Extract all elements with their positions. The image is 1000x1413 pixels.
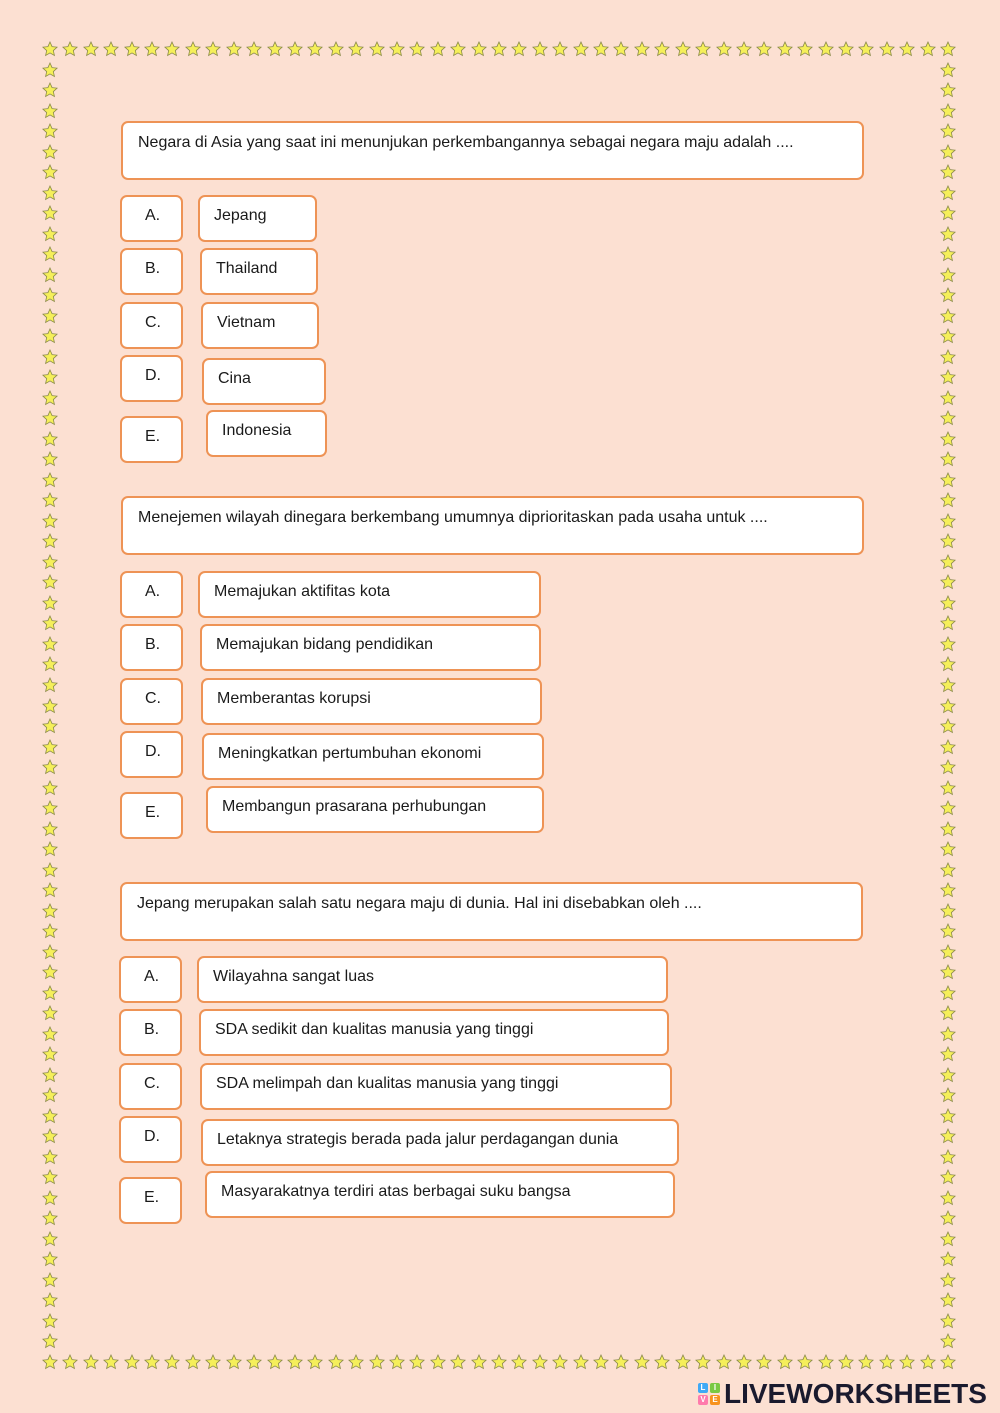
star-icon — [287, 1354, 303, 1370]
star-icon — [940, 472, 956, 488]
star-icon — [940, 739, 956, 755]
star-icon — [613, 41, 629, 57]
q1-option-c-text: Vietnam — [217, 314, 276, 331]
star-icon — [42, 1087, 58, 1103]
star-icon — [940, 1251, 956, 1267]
q2-option-c-letter: C. — [145, 690, 161, 707]
q3-option-c-letter: C. — [144, 1075, 160, 1092]
star-icon — [42, 226, 58, 242]
star-icon — [940, 1210, 956, 1226]
q1-option-c-letter: C. — [145, 314, 161, 331]
star-icon — [797, 41, 813, 57]
star-icon — [471, 41, 487, 57]
star-icon — [634, 1354, 650, 1370]
star-icon — [920, 41, 936, 57]
star-icon — [42, 1169, 58, 1185]
star-icon — [430, 1354, 446, 1370]
star-icon — [42, 123, 58, 139]
star-icon — [42, 677, 58, 693]
star-icon — [287, 41, 303, 57]
star-icon — [940, 821, 956, 837]
star-icon — [940, 1313, 956, 1329]
star-icon — [42, 923, 58, 939]
star-icon — [42, 1231, 58, 1247]
star-icon — [62, 41, 78, 57]
star-icon — [593, 1354, 609, 1370]
q1-option-d-letter: D. — [145, 367, 161, 384]
star-icon — [940, 1087, 956, 1103]
star-icon — [42, 103, 58, 119]
star-icon — [940, 944, 956, 960]
star-icon — [42, 1251, 58, 1267]
star-icon — [838, 41, 854, 57]
star-icon — [940, 1333, 956, 1349]
star-icon — [899, 41, 915, 57]
star-icon — [307, 1354, 323, 1370]
q1-option-a-text: Jepang — [214, 207, 267, 224]
star-icon — [532, 1354, 548, 1370]
star-icon — [940, 615, 956, 631]
star-icon — [940, 41, 956, 57]
star-icon — [940, 82, 956, 98]
star-icon — [42, 841, 58, 857]
q3-option-a-answer[interactable] — [197, 956, 668, 1003]
star-icon — [940, 759, 956, 775]
star-icon — [205, 1354, 221, 1370]
q3-option-b-letter: B. — [144, 1021, 160, 1038]
star-icon — [940, 698, 956, 714]
star-icon — [675, 1354, 691, 1370]
q3-option-b-answer[interactable] — [199, 1009, 669, 1056]
star-icon — [328, 1354, 344, 1370]
star-icon — [42, 513, 58, 529]
star-icon — [634, 41, 650, 57]
star-icon — [940, 1190, 956, 1206]
star-icon — [42, 739, 58, 755]
star-icon — [369, 1354, 385, 1370]
q3-option-c-text: SDA melimpah dan kualitas manusia yang tinggi — [216, 1075, 559, 1092]
star-icon — [818, 1354, 834, 1370]
q3-option-a-letter: A. — [144, 968, 160, 985]
star-icon — [42, 1149, 58, 1165]
logo-mark-i: I — [710, 1383, 720, 1393]
star-icon — [940, 410, 956, 426]
star-icon — [307, 41, 323, 57]
star-icon — [42, 821, 58, 837]
star-icon — [613, 1354, 629, 1370]
logo-mark-l: L — [698, 1383, 708, 1393]
star-icon — [62, 1354, 78, 1370]
star-icon — [940, 677, 956, 693]
star-icon — [42, 62, 58, 78]
star-icon — [450, 41, 466, 57]
star-icon — [42, 1210, 58, 1226]
q2-option-b-answer[interactable] — [200, 624, 541, 671]
star-icon — [940, 62, 956, 78]
question-2-box — [121, 496, 864, 555]
star-icon — [389, 1354, 405, 1370]
star-icon — [42, 144, 58, 160]
star-icon — [103, 41, 119, 57]
q1-option-e-text: Indonesia — [222, 422, 292, 439]
star-icon — [940, 595, 956, 611]
star-icon — [940, 985, 956, 1001]
star-icon — [756, 41, 772, 57]
star-icon — [940, 226, 956, 242]
star-icon — [42, 164, 58, 180]
star-icon — [940, 841, 956, 857]
star-icon — [940, 205, 956, 221]
star-icon — [205, 41, 221, 57]
star-icon — [552, 41, 568, 57]
star-icon — [42, 308, 58, 324]
star-icon — [42, 574, 58, 590]
star-icon — [246, 1354, 262, 1370]
q3-option-d-answer[interactable] — [201, 1119, 679, 1166]
q1-option-e-letter: E. — [145, 428, 161, 445]
q2-option-c-label[interactable] — [120, 678, 183, 725]
liveworksheets-logo[interactable] — [698, 1378, 987, 1410]
star-icon — [940, 636, 956, 652]
star-icon — [409, 41, 425, 57]
q1-option-c-label[interactable] — [120, 302, 183, 349]
star-icon — [940, 103, 956, 119]
q3-option-b-text: SDA sedikit dan kualitas manusia yang tinggi — [215, 1021, 534, 1038]
star-icon — [940, 123, 956, 139]
star-icon — [756, 1354, 772, 1370]
star-icon — [573, 41, 589, 57]
star-icon — [42, 287, 58, 303]
star-icon — [42, 1313, 58, 1329]
star-icon — [42, 554, 58, 570]
star-icon — [940, 964, 956, 980]
star-icon — [42, 369, 58, 385]
star-icon — [389, 41, 405, 57]
logo-mark-e: E — [710, 1395, 720, 1405]
star-icon — [42, 615, 58, 631]
logo-text: LIVEWORKSHEETS — [724, 1378, 987, 1409]
star-icon — [940, 513, 956, 529]
star-icon — [940, 328, 956, 344]
star-icon — [42, 349, 58, 365]
star-icon — [42, 1292, 58, 1308]
q2-option-c-text: Memberantas korupsi — [217, 690, 371, 707]
star-icon — [430, 41, 446, 57]
star-icon — [83, 41, 99, 57]
q2-option-d-text: Meningkatkan pertumbuhan ekonomi — [218, 745, 482, 762]
star-icon — [42, 267, 58, 283]
star-icon — [42, 780, 58, 796]
star-icon — [369, 41, 385, 57]
star-icon — [42, 944, 58, 960]
star-icon — [491, 41, 507, 57]
star-icon — [940, 1005, 956, 1021]
star-icon — [940, 862, 956, 878]
star-icon — [42, 410, 58, 426]
star-icon — [42, 205, 58, 221]
star-icon — [267, 1354, 283, 1370]
q1-option-c-answer[interactable] — [201, 302, 319, 349]
q1-option-d-label[interactable] — [120, 355, 183, 402]
star-icon — [42, 1128, 58, 1144]
star-icon — [940, 1108, 956, 1124]
star-icon — [471, 1354, 487, 1370]
star-icon — [940, 144, 956, 160]
star-icon — [42, 533, 58, 549]
q3-option-a-text: Wilayahna sangat luas — [213, 968, 374, 985]
star-icon — [940, 923, 956, 939]
star-icon — [511, 1354, 527, 1370]
star-icon — [144, 41, 160, 57]
star-icon — [573, 1354, 589, 1370]
star-icon — [920, 1354, 936, 1370]
star-icon — [164, 1354, 180, 1370]
q3-option-e-text: Masyarakatnya terdiri atas berbagai suku bangsa — [221, 1183, 571, 1200]
q3-option-c-answer[interactable] — [200, 1063, 672, 1110]
q2-option-b-letter: B. — [145, 636, 161, 653]
q2-option-b-label[interactable] — [120, 624, 183, 671]
star-icon — [42, 718, 58, 734]
star-icon — [42, 431, 58, 447]
q2-option-c-answer[interactable] — [201, 678, 542, 725]
star-icon — [858, 41, 874, 57]
star-icon — [185, 41, 201, 57]
star-icon — [42, 328, 58, 344]
star-icon — [42, 390, 58, 406]
star-icon — [940, 1231, 956, 1247]
star-icon — [675, 41, 691, 57]
star-icon — [450, 1354, 466, 1370]
star-icon — [267, 41, 283, 57]
q1-option-d-answer[interactable] — [202, 358, 326, 405]
star-icon — [858, 1354, 874, 1370]
star-icon — [42, 1046, 58, 1062]
star-icon — [42, 903, 58, 919]
star-icon — [940, 246, 956, 262]
star-icon — [940, 164, 956, 180]
q2-option-e-text: Membangun prasarana perhubungan — [222, 798, 487, 815]
star-icon — [940, 1354, 956, 1370]
star-icon — [940, 718, 956, 734]
star-icon — [940, 533, 956, 549]
q3-option-b-label[interactable] — [119, 1009, 182, 1056]
star-icon — [736, 1354, 752, 1370]
q3-option-c-label[interactable] — [119, 1063, 182, 1110]
star-icon — [940, 1292, 956, 1308]
star-icon — [42, 1354, 58, 1370]
q1-option-d-text: Cina — [218, 370, 251, 387]
star-icon — [940, 1272, 956, 1288]
star-icon — [42, 698, 58, 714]
q2-option-e-label[interactable] — [120, 792, 183, 839]
q1-option-b-text: Thailand — [216, 260, 278, 277]
star-icon — [124, 1354, 140, 1370]
q1-option-e-label[interactable] — [120, 416, 183, 463]
q2-option-a-answer[interactable] — [198, 571, 541, 618]
q3-option-d-text: Letaknya strategis berada pada jalur perdagangan dunia — [217, 1131, 619, 1148]
star-icon — [654, 1354, 670, 1370]
star-icon — [511, 41, 527, 57]
star-icon — [940, 308, 956, 324]
star-icon — [552, 1354, 568, 1370]
q3-option-d-letter: D. — [144, 1128, 160, 1145]
star-icon — [940, 574, 956, 590]
star-icon — [348, 41, 364, 57]
star-icon — [940, 1128, 956, 1144]
star-icon — [42, 862, 58, 878]
q2-option-d-label[interactable] — [120, 731, 183, 778]
q3-option-e-answer[interactable] — [205, 1171, 675, 1218]
star-icon — [940, 287, 956, 303]
liveworksheets-logo-icon — [698, 1383, 720, 1405]
star-icon — [940, 1067, 956, 1083]
star-icon — [246, 41, 262, 57]
star-icon — [797, 1354, 813, 1370]
star-icon — [42, 985, 58, 1001]
question-3-text: Jepang merupakan salah satu negara maju di dunia. Hal ini disebabkan oleh .... — [137, 895, 702, 912]
star-icon — [879, 41, 895, 57]
star-icon — [491, 1354, 507, 1370]
star-icon — [940, 185, 956, 201]
star-icon — [940, 800, 956, 816]
star-icon — [899, 1354, 915, 1370]
star-icon — [42, 759, 58, 775]
star-icon — [879, 1354, 895, 1370]
q2-option-a-letter: A. — [145, 583, 161, 600]
star-icon — [940, 431, 956, 447]
logo-mark-v: V — [698, 1395, 708, 1405]
question-1-text: Negara di Asia yang saat ini menunjukan perkembangannya sebagai negara maju adalah .... — [138, 134, 794, 151]
star-icon — [42, 636, 58, 652]
star-icon — [940, 1149, 956, 1165]
q2-option-a-text: Memajukan aktifitas kota — [214, 583, 391, 600]
star-icon — [838, 1354, 854, 1370]
star-icon — [777, 1354, 793, 1370]
star-icon — [940, 554, 956, 570]
q2-option-a-label[interactable] — [120, 571, 183, 618]
star-icon — [940, 492, 956, 508]
question-1-box — [121, 121, 864, 180]
star-icon — [940, 780, 956, 796]
question-2-text: Menejemen wilayah dinegara berkembang umumnya diprioritaskan pada usaha untuk .... — [138, 509, 768, 526]
q3-option-a-label[interactable] — [119, 956, 182, 1003]
star-icon — [42, 1190, 58, 1206]
q2-option-e-answer[interactable] — [206, 786, 544, 833]
star-icon — [940, 1026, 956, 1042]
q2-option-d-answer[interactable] — [202, 733, 544, 780]
star-icon — [532, 41, 548, 57]
star-icon — [42, 1108, 58, 1124]
q1-option-a-label[interactable] — [120, 195, 183, 242]
star-icon — [940, 656, 956, 672]
star-icon — [42, 451, 58, 467]
star-icon — [42, 1005, 58, 1021]
star-icon — [940, 882, 956, 898]
q1-option-a-answer[interactable] — [198, 195, 317, 242]
q1-option-a-letter: A. — [145, 207, 161, 224]
star-icon — [42, 1026, 58, 1042]
q3-option-e-letter: E. — [144, 1189, 160, 1206]
star-icon — [164, 41, 180, 57]
star-icon — [42, 82, 58, 98]
star-icon — [940, 903, 956, 919]
star-icon — [736, 41, 752, 57]
star-icon — [328, 41, 344, 57]
star-icon — [42, 472, 58, 488]
star-icon — [42, 1333, 58, 1349]
star-icon — [42, 41, 58, 57]
star-icon — [940, 267, 956, 283]
star-icon — [42, 595, 58, 611]
star-icon — [103, 1354, 119, 1370]
star-icon — [348, 1354, 364, 1370]
star-icon — [42, 800, 58, 816]
star-icon — [42, 1272, 58, 1288]
star-icon — [695, 41, 711, 57]
q1-option-b-letter: B. — [145, 260, 161, 277]
star-icon — [42, 656, 58, 672]
star-icon — [940, 1169, 956, 1185]
star-icon — [818, 41, 834, 57]
q2-option-d-letter: D. — [145, 743, 161, 760]
star-icon — [593, 41, 609, 57]
star-icon — [940, 349, 956, 365]
q2-option-e-letter: E. — [145, 804, 161, 821]
star-icon — [716, 41, 732, 57]
q1-option-e-answer[interactable] — [206, 410, 327, 457]
star-icon — [940, 369, 956, 385]
star-icon — [716, 1354, 732, 1370]
star-icon — [42, 1067, 58, 1083]
q3-option-e-label[interactable] — [119, 1177, 182, 1224]
star-icon — [42, 492, 58, 508]
star-icon — [144, 1354, 160, 1370]
star-icon — [940, 1046, 956, 1062]
star-icon — [654, 41, 670, 57]
question-3-box — [120, 882, 863, 941]
q3-option-d-label[interactable] — [119, 1116, 182, 1163]
star-icon — [940, 451, 956, 467]
star-icon — [124, 41, 140, 57]
q1-option-b-label[interactable] — [120, 248, 183, 295]
star-icon — [185, 1354, 201, 1370]
star-icon — [42, 246, 58, 262]
star-icon — [42, 882, 58, 898]
star-icon — [42, 964, 58, 980]
q1-option-b-answer[interactable] — [200, 248, 318, 295]
star-icon — [226, 41, 242, 57]
q2-option-b-text: Memajukan bidang pendidikan — [216, 636, 434, 653]
star-icon — [695, 1354, 711, 1370]
star-icon — [777, 41, 793, 57]
star-icon — [409, 1354, 425, 1370]
star-icon — [226, 1354, 242, 1370]
star-icon — [42, 185, 58, 201]
star-icon — [83, 1354, 99, 1370]
star-icon — [940, 390, 956, 406]
